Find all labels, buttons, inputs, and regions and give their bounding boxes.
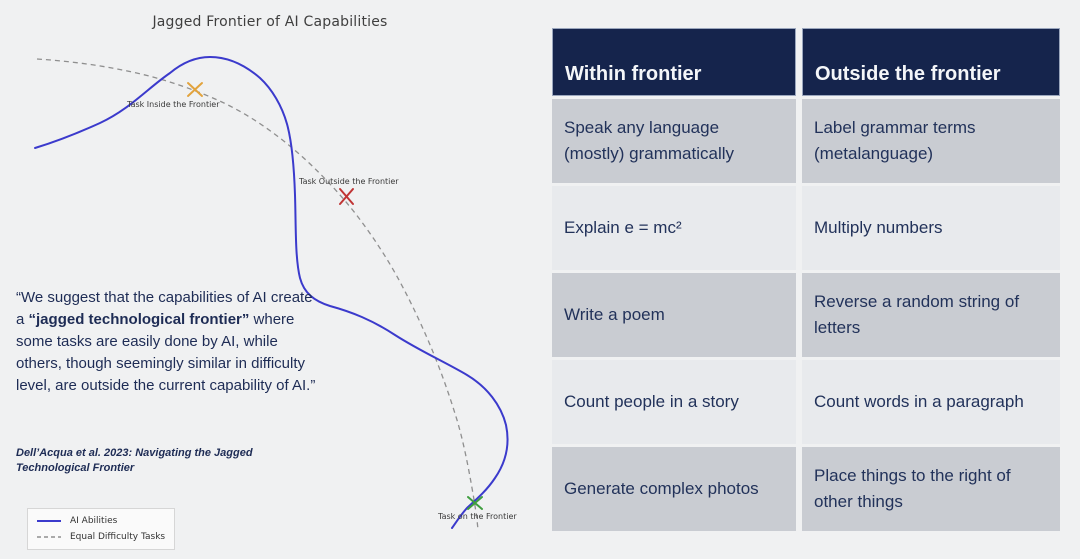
table-cell: Explain e = mc² [552, 186, 796, 270]
dashed-line-icon [35, 533, 63, 541]
table-cell: Count people in a story [552, 360, 796, 444]
quote-text [16, 287, 321, 397]
table-cell: Generate complex photos [552, 447, 796, 531]
table-cell: Reverse a random string of letters [802, 273, 1060, 357]
legend-item-equal-difficulty [35, 529, 165, 545]
legend-label-ai-abilities: AI Abilities [70, 516, 118, 526]
table-cell: Count words in a paragraph [802, 360, 1060, 444]
legend-item-ai-abilities [35, 513, 165, 529]
solid-line-icon [35, 517, 63, 525]
chart-title: Jagged Frontier of AI Capabilities [152, 14, 388, 30]
frontier-table [552, 28, 1060, 531]
quote-part2: where some tasks are easily done by AI, while others, though seemingly similar in difficulty level, are outside the current capability of AI.” [16, 311, 316, 394]
table-cell: Write a poem [552, 273, 796, 357]
task-outside-frontier-label: Task Outside the Frontier [299, 177, 399, 186]
table-cell: Speak any language (mostly) grammatically [552, 99, 796, 183]
table-header-within-frontier: Within frontier [552, 28, 796, 96]
table-cell: Label grammar terms (metalanguage) [802, 99, 1060, 183]
table-header-outside-frontier: Outside the frontier [802, 28, 1060, 96]
chart-legend [27, 508, 175, 550]
table-cell: Place things to the right of other things [802, 447, 1060, 531]
table-cell: Multiply numbers [802, 186, 1060, 270]
task-inside-frontier-label: Task Inside the Frontier [127, 100, 220, 109]
quote-attribution: Dell’Acqua et al. 2023: Navigating the Jagged Technological Frontier [16, 447, 253, 474]
quote-bold-phrase: “jagged technological frontier” [28, 311, 250, 328]
task-on-frontier-label: Task on the Frontier [438, 512, 517, 521]
legend-label-equal-difficulty: Equal Difficulty Tasks [70, 532, 166, 542]
quote-part1: “We suggest that the capabilities of AI create a [16, 289, 313, 328]
